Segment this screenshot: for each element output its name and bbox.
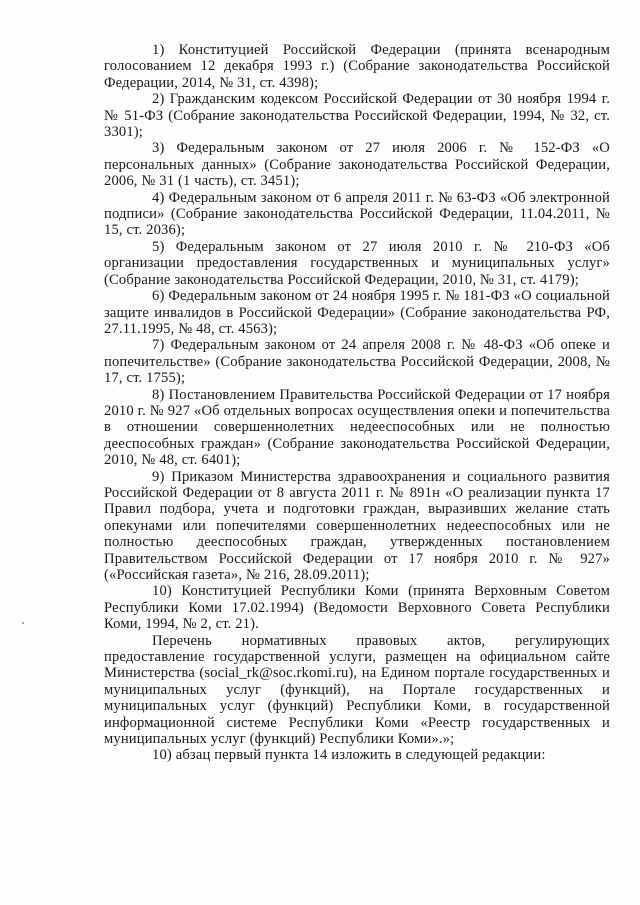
paragraph-7: 7) Федеральным законом от 24 апреля 2008 г. № 48-ФЗ «Об опеке и попечительстве» (Собрание законодательства Российской Федерации, 2008, № 17, ст. 1755);: [104, 337, 610, 387]
paragraph-10: 10) Конституцией Республики Коми (принята Верховным Советом Республики Коми 17.02.1994) (Ведомости Верховного Совета Республики Коми, 1994, № 2, ст. 21).: [104, 583, 610, 633]
paragraph-9: 9) Приказом Министерства здравоохранения и социального развития Российской Федерации от 8 августа 2011 г. № 891н «О реализации пункта 17 Правил подбора, учета и подготовки граждан, выразивших желание стать опекунами или попечителями совершеннолетних недееспособных или не полностью дееспособных граждан, утвержденных постановлением Правительством Российской Федерации от 17 ноября 2010 г. № 927» («Российская газета», № 216, 28.09.2011);: [104, 468, 610, 583]
paragraph-1: 1) Конституцией Российской Федерации (принята всенародным голосованием 12 декабря 1993 г.) (Собрание законодательства Российской Федерации, 2014, № 31, ст. 4398);: [104, 42, 610, 91]
paragraph-amendment: 10) абзац первый пункта 14 изложить в следующей редакции:: [152, 747, 546, 764]
paragraph-5: 5) Федеральным законом от 27 июля 2010 г. № 210-ФЗ «Об организации предоставления государственных и муниципальных услуг» (Собрание законодательства Российской Федерации, 2010, № 31, ст. 4179);: [104, 238, 610, 288]
paragraph-6: 6) Федеральным законом от 24 ноября 1995 г. № 181-ФЗ «О социальной защите инвалидов в Российской Федерации» (Собрание законодательства РФ, 27.11.1995, № 48, ст. 4563);: [104, 288, 610, 337]
scan-speck: [22, 622, 24, 624]
paragraph-4: 4) Федеральным законом от 6 апреля 2011 г. № 63-ФЗ «Об электронной подписи» (Собрание законодательства Российской Федерации, 11.04.2011, № 15, ст. 2036);: [104, 189, 610, 239]
paragraph-list-notice: Перечень нормативных правовых актов, регулирующих предоставление государственной услуги, размещен на официальном сайте Министерства (social_rk@soc.rkomi.ru), на Едином портале государственных и муниципальных услуг (функций), на Портале государственных и муниципальных услуг (функций) Республики Коми, в государственной информационной системе Республики Коми «Реестр государственных и муниципальных услуг (функций) Республики Коми».»;: [104, 632, 610, 748]
paragraph-3: 3) Федеральным законом от 27 июля 2006 г. № 152-ФЗ «О персональных данных» (Собрание законодательства Российской Федерации, 2006, № 31 (1 часть), ст. 3451);: [104, 140, 610, 190]
paragraph-2: 2) Гражданским кодексом Российской Федерации от 30 ноября 1994 г. № 51-ФЗ (Собрание законодательства Российской Федерации, 1994, № 32, ст. 3301);: [104, 91, 610, 141]
document-body: [104, 42, 610, 764]
paragraph-8: 8) Постановлением Правительства Российской Федерации от 17 ноября 2010 г. № 927 «Об отдельных вопросах осуществления опеки и попечительства в отношении совершеннолетних недееспособных или не полностью дееспособных граждан» (Собрание законодательства Российской Федерации, 2010, № 48, ст. 6401);: [104, 386, 610, 469]
